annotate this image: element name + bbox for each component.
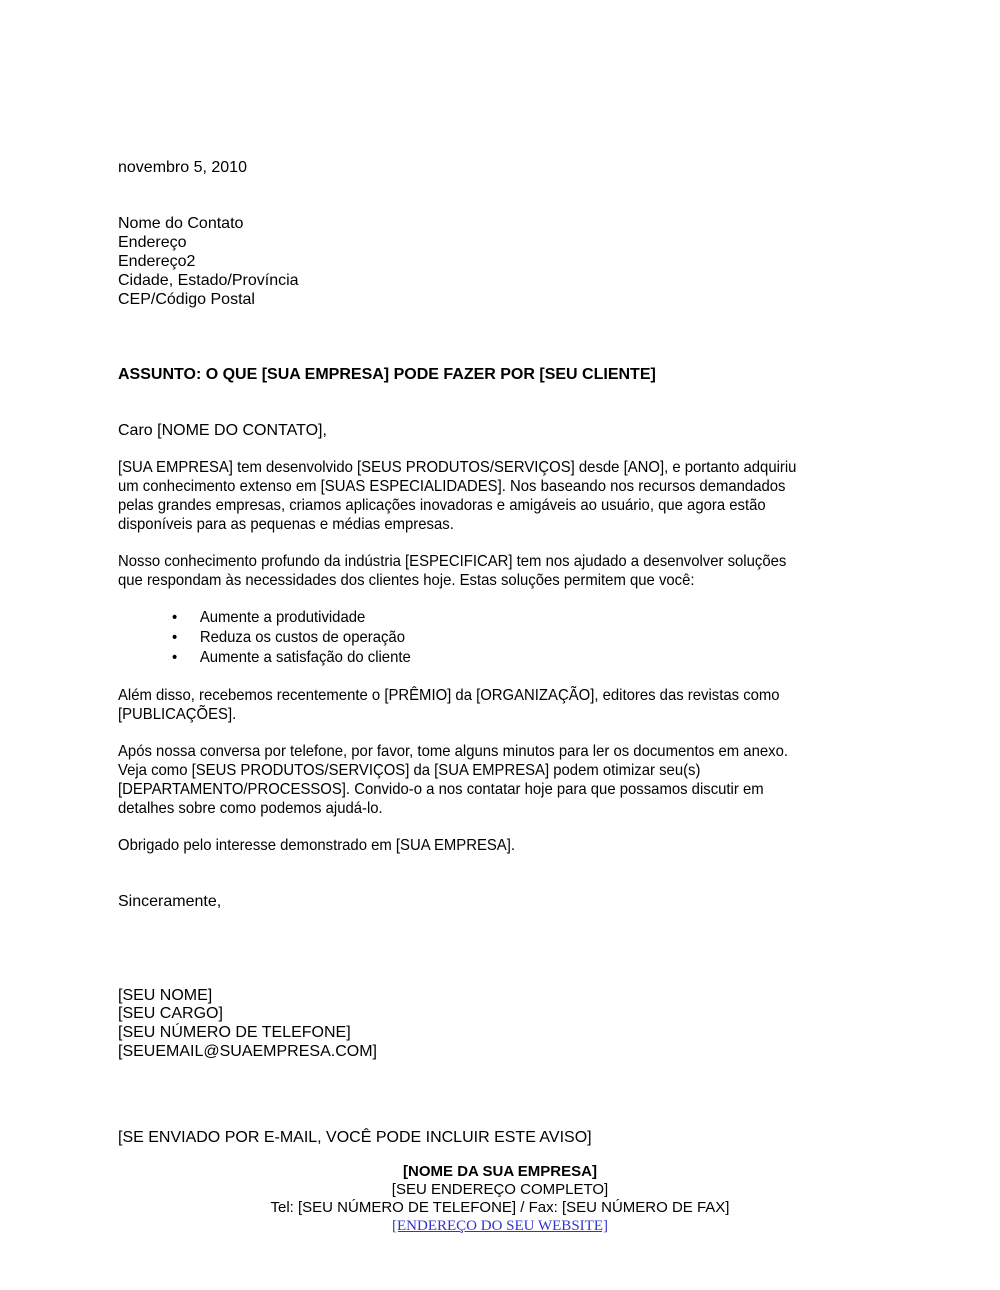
paragraph-line: [SUA EMPRESA] tem desenvolvido [SEUS PRODUTOS/SERVIÇOS] desde [ANO], e portanto adquiriu: [118, 459, 797, 476]
paragraph-line: Veja como [SEUS PRODUTOS/SERVIÇOS] da [SUA EMPRESA] podem otimizar seu(s): [118, 762, 701, 779]
paragraph-line: detalhes sobre como podemos ajudá-lo.: [118, 800, 383, 817]
list-item-text: Aumente a produtividade: [199, 609, 366, 626]
paragraph-line: disponíveis para as pequenas e médias empresas.: [118, 516, 454, 533]
list-item-text: Aumente a satisfação do cliente: [199, 649, 411, 666]
paragraph-line: [DEPARTAMENTO/PROCESSOS]. Convido-o a nos contatar hoje para que possamos discutir em: [118, 781, 764, 798]
company-footer: [0, 1163, 1000, 1235]
list-item: [118, 648, 411, 668]
signature-phone: [SEU NÚMERO DE TELEFONE]: [118, 1024, 351, 1041]
benefits-list: [118, 608, 411, 668]
paragraph-line: Nosso conhecimento profundo da indústria [ESPECIFICAR] tem nos ajudado a desenvolver soluções: [118, 553, 787, 570]
paragraph-line: Após nossa conversa por telefone, por favor, tome alguns minutos para ler os documentos em anexo.: [118, 743, 788, 760]
footer-contact: Tel: [SEU NÚMERO DE TELEFONE] / Fax: [SEU NÚMERO DE FAX]: [270, 1199, 730, 1216]
list-item: [118, 608, 411, 628]
recipient-name: Nome do Contato: [118, 215, 244, 232]
salutation: Caro [NOME DO CONTATO],: [118, 422, 327, 439]
bullet-icon: •: [171, 609, 178, 626]
letter-date: novembro 5, 2010: [118, 159, 247, 176]
email-notice: [SE ENVIADO POR E-MAIL, VOCÊ PODE INCLUIR ESTE AVISO]: [118, 1129, 592, 1146]
signature-title: [SEU CARGO]: [118, 1005, 223, 1022]
footer-address: [SEU ENDEREÇO COMPLETO]: [391, 1181, 609, 1198]
recipient-postal: CEP/Código Postal: [118, 291, 255, 308]
subject-line: ASSUNTO: O QUE [SUA EMPRESA] PODE FAZER POR [SEU CLIENTE]: [118, 366, 656, 383]
paragraph-thanks: Obrigado pelo interesse demonstrado em [SUA EMPRESA].: [118, 837, 515, 854]
signature-name: [SEU NOME]: [118, 987, 213, 1004]
footer-website-link[interactable]: [ENDEREÇO DO SEU WEBSITE]: [392, 1218, 608, 1234]
signature-email: [SEUEMAIL@SUAEMPRESA.COM]: [118, 1043, 377, 1060]
paragraph-line: um conhecimento extenso em [SUAS ESPECIALIDADES]. Nos baseando nos recursos demandados: [118, 478, 786, 495]
list-item-text: Reduza os custos de operação: [199, 629, 405, 646]
recipient-address: Endereço: [118, 234, 187, 251]
paragraph-line: que respondam às necessidades dos clientes hoje. Estas soluções permitem que você:: [118, 572, 695, 589]
paragraph-line: Além disso, recebemos recentemente o [PRÊMIO] da [ORGANIZAÇÃO], editores das revistas como: [118, 687, 780, 704]
recipient-city: Cidade, Estado/Província: [118, 272, 299, 289]
list-item: [118, 628, 411, 648]
paragraph-line: [PUBLICAÇÕES].: [118, 706, 237, 723]
closing: Sinceramente,: [118, 893, 222, 910]
footer-company-name: [NOME DA SUA EMPRESA]: [403, 1163, 597, 1180]
bullet-icon: •: [171, 649, 178, 666]
recipient-address2: Endereço2: [118, 253, 196, 270]
paragraph-line: pelas grandes empresas, criamos aplicações inovadoras e amigáveis ao usuário, que agora estão: [118, 497, 766, 514]
bullet-icon: •: [171, 629, 178, 646]
